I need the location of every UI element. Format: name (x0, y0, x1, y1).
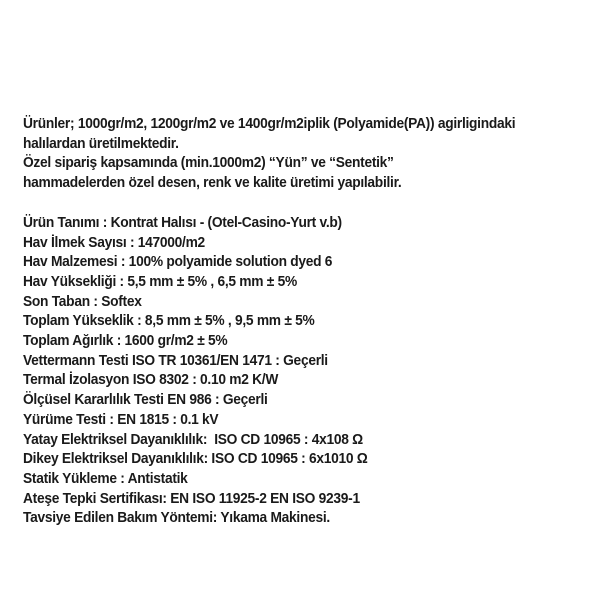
text-line: Yatay Elektriksel Dayanıklılık: ISO CD 10965 : 4x108 Ω (23, 431, 363, 448)
text-line: Tavsiye Edilen Bakım Yöntemi: Yıkama Makinesi. (23, 510, 330, 527)
text-line: Statik Yükleme : Antistatik (23, 470, 188, 487)
text-line: halılardan üretilmektedir. (23, 135, 179, 152)
text-line: Ürünler; 1000gr/m2, 1200gr/m2 ve 1400gr/m2iplik (Polyamide(PA)) agirligindaki (23, 116, 516, 132)
text-line: Hav İlmek Sayısı : 147000/m2 (23, 234, 205, 251)
spec-text-content (23, 115, 593, 529)
text-line: Ürün Tanımı : Kontrat Halısı - (Otel-Casino-Yurt v.b) (23, 214, 342, 231)
text-line: Son Taban : Softex (23, 293, 142, 310)
text-line: Toplam Yükseklik : 8,5 mm ± 5% , 9,5 mm ± 5% (23, 313, 315, 330)
text-line: Özel sipariş kapsamında (min.1000m2) “Yün” ve “Sentetik” (23, 155, 394, 172)
text-line: Hav Yüksekliği : 5,5 mm ± 5% , 6,5 mm ± 5% (23, 273, 297, 290)
spec-list (23, 214, 593, 529)
intro-paragraph (23, 115, 593, 194)
text-line: Vettermann Testi ISO TR 10361/EN 1471 : Geçerli (23, 352, 328, 369)
text-line: Dikey Elektriksel Dayanıklılık: ISO CD 10965 : 6x1010 Ω (23, 451, 368, 468)
text-line: Hav Malzemesi : 100% polyamide solution dyed 6 (23, 254, 333, 271)
text-line: Yürüme Testi : EN 1815 : 0.1 kV (23, 411, 219, 428)
text-line: Toplam Ağırlık : 1600 gr/m2 ± 5% (23, 333, 228, 350)
text-line: Ateşe Tepki Sertifikası: EN ISO 11925-2 EN ISO 9239-1 (23, 490, 360, 507)
paragraph-gap (23, 194, 593, 214)
text-line: Termal İzolasyon ISO 8302 : 0.10 m2 K/W (23, 372, 279, 389)
text-line: hammadelerden özel desen, renk ve kalite üretimi yapılabilir. (23, 175, 402, 192)
text-line: Ölçüsel Kararlılık Testi EN 986 : Geçerli (23, 392, 268, 409)
